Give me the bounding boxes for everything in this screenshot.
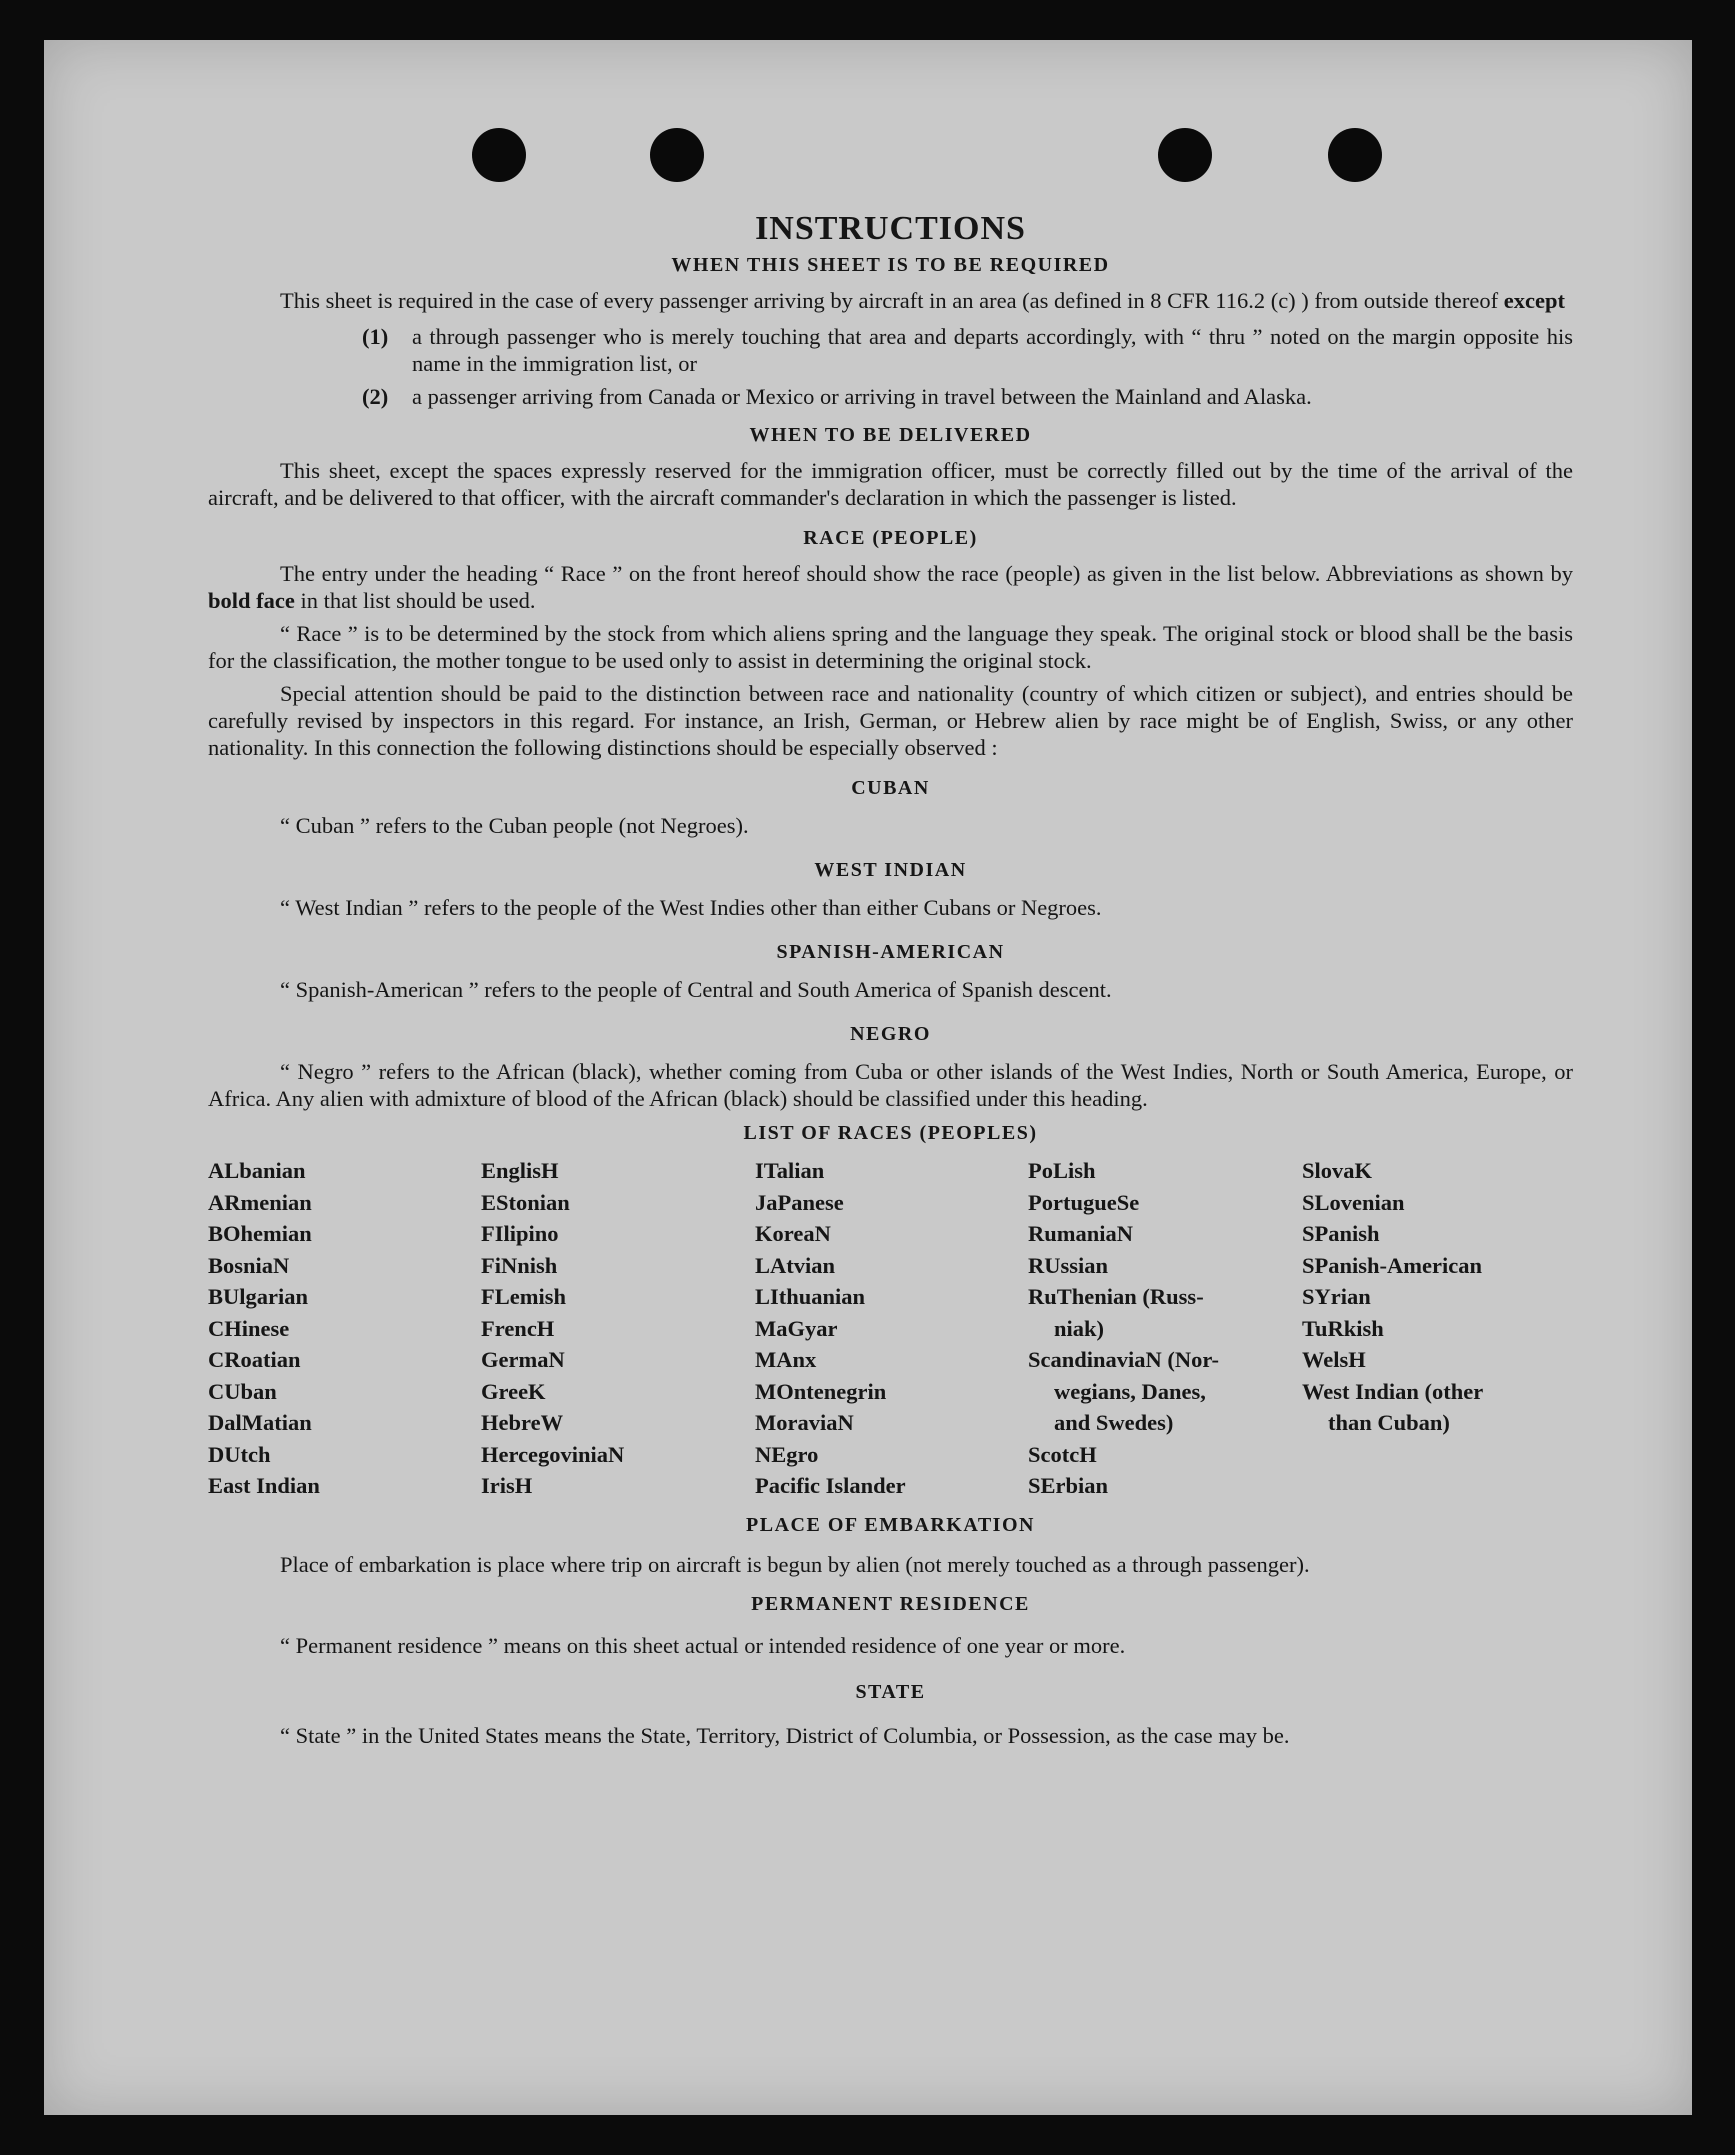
race-entry: RumaniaN: [1028, 1221, 1134, 1246]
race-entry: DalMatian: [208, 1410, 312, 1435]
race-entry: FLemish: [481, 1284, 567, 1309]
race-entry: ITalian: [755, 1158, 825, 1183]
race-entry: SlovaK: [1302, 1158, 1373, 1183]
race-entry: wegians, Danes,: [1054, 1378, 1206, 1404]
race-entry: PoLish: [1028, 1158, 1096, 1183]
races-column: [1302, 1155, 1573, 1502]
race-entry: FiNnish: [481, 1252, 558, 1278]
punch-hole: [650, 128, 704, 182]
race-entry: ARmenian: [208, 1189, 312, 1215]
race-entry: East Indian: [208, 1473, 320, 1498]
section-heading-when-required: WHEN THIS SHEET IS TO BE REQUIRED: [671, 254, 1110, 276]
race-entry: CUban: [208, 1378, 277, 1404]
section-heading-state: STATE: [855, 1680, 926, 1703]
race-entry: LAtvian: [755, 1252, 836, 1278]
race-entry: GreeK: [481, 1378, 546, 1404]
race-entry: MaGyar: [755, 1315, 838, 1341]
section-heading-permanent-residence: PERMANENT RESIDENCE: [751, 1592, 1030, 1615]
race-paragraph-3: Special attention should be paid to the distinction between race and nationality (country of which citizen or subject), and entries should be carefully revised by inspectors in this regard. For instance, an Irish, German, or Hebrew alien by race might be of English, Swiss, or any other nationality. In this connection the following distinctions should be especially observed :: [208, 681, 1573, 760]
race-entry: CHinese: [208, 1315, 290, 1341]
race-entry: SPanish: [1302, 1221, 1380, 1246]
residence-text: “ Permanent residence ” means on this sheet actual or intended residence of one year or more.: [280, 1632, 1126, 1658]
race-entry: FIlipino: [481, 1221, 559, 1246]
exception-clause: (2) a passenger arriving from Canada or Mexico or arriving in travel between the Mainland and Alaska.: [362, 384, 1312, 409]
section-heading-embarkation: PLACE OF EMBARKATION: [746, 1513, 1035, 1536]
race-entry: ScotcH: [1028, 1441, 1097, 1467]
when-required-intro: This sheet is required in the case of every passenger arriving by aircraft in an area (as defined in 8 CFR 116.2 (c) ) from outside thereof except: [280, 288, 1565, 313]
race-entry: FrencH: [481, 1315, 555, 1341]
race-entry: BUlgarian: [208, 1284, 309, 1309]
race-entry: HebreW: [481, 1410, 564, 1435]
race-paragraph-2: “ Race ” is to be determined by the stock from which aliens spring and the language they speak. The original stock or blood shall be the basis for the classification, the mother tongue to be used only to assist in determining the original stock.: [208, 621, 1573, 673]
race-entry: SErbian: [1028, 1473, 1109, 1498]
section-heading-negro: NEGRO: [850, 1023, 931, 1045]
section-heading-cuban: CUBAN: [851, 777, 930, 799]
race-entry: SLovenian: [1302, 1189, 1405, 1215]
race-entry: and Swedes): [1054, 1410, 1174, 1435]
race-entry: ScandinaviaN (Nor-: [1028, 1347, 1220, 1372]
race-entry: MAnx: [755, 1347, 817, 1372]
section-heading-race: RACE (PEOPLE): [803, 527, 978, 549]
race-entry: PortugueSe: [1028, 1189, 1140, 1215]
race-entry: niak): [1054, 1315, 1105, 1341]
punch-hole: [1328, 128, 1382, 182]
race-entry: West Indian (other: [1302, 1378, 1484, 1404]
spanish-american-text: “ Spanish-American ” refers to the people of Central and South America of Spanish descent.: [280, 977, 1112, 1002]
race-entry: ALbanian: [208, 1158, 306, 1183]
race-paragraph-1: The entry under the heading “ Race ” on the front hereof should show the race (people) as given in the list below. Abbreviations as shown by bold face in that list should be used.: [208, 561, 1573, 613]
race-entry: LIthuanian: [755, 1284, 866, 1309]
state-text: “ State ” in the United States means the State, Territory, District of Columbia, or Possession, as the case may be.: [280, 1722, 1290, 1748]
race-entry: MOntenegrin: [755, 1378, 887, 1404]
exception-clause: (1) a through passenger who is merely touching that area and departs accordingly, with “ thru ” noted on the margin opposite his name in the immigration list, or: [362, 324, 1573, 376]
race-entry: MoraviaN: [755, 1410, 854, 1435]
race-entry: IrisH: [481, 1473, 533, 1498]
race-entry: CRoatian: [208, 1347, 301, 1372]
section-heading-when-delivered: WHEN TO BE DELIVERED: [749, 424, 1032, 446]
race-entry: EnglisH: [481, 1158, 559, 1183]
race-entry: BOhemian: [208, 1221, 312, 1246]
race-entry: JaPanese: [755, 1189, 844, 1215]
when-delivered-text: This sheet, except the spaces expressly reserved for the immigration officer, must be correctly filled out by the time of the arrival of the aircraft, and be delivered to that officer, with the aircraft commander's declaration in which the passenger is listed.: [208, 458, 1573, 510]
instructions-content: [208, 210, 1573, 1752]
race-entry: TuRkish: [1302, 1315, 1384, 1341]
document-sheet: [44, 40, 1692, 2115]
west-indian-text: “ West Indian ” refers to the people of the West Indies other than either Cubans or Negroes.: [280, 895, 1102, 920]
punch-hole: [1158, 128, 1212, 182]
race-entry: RUssian: [1028, 1252, 1109, 1278]
races-list: [208, 1155, 1573, 1502]
page-title: INSTRUCTIONS: [755, 210, 1026, 247]
section-heading-spanish-american: SPANISH-AMERICAN: [776, 941, 1005, 963]
race-entry: EStonian: [481, 1189, 570, 1215]
races-column: [208, 1155, 481, 1502]
negro-text: “ Negro ” refers to the African (black), whether coming from Cuba or other islands of the West Indies, North or South America, Europe, or Africa. Any alien with admixture of blood of the African (black) should be classified under this heading.: [208, 1059, 1573, 1111]
race-entry: than Cuban): [1328, 1410, 1450, 1435]
race-entry: KoreaN: [755, 1221, 831, 1246]
races-column: [755, 1155, 1028, 1502]
race-entry: SPanish-American: [1302, 1252, 1482, 1278]
section-heading-list-of-races: LIST OF RACES (PEOPLES): [743, 1122, 1038, 1144]
cuban-text: “ Cuban ” refers to the Cuban people (not Negroes).: [280, 813, 749, 838]
race-entry: BosniaN: [208, 1252, 290, 1278]
races-column: [481, 1155, 755, 1502]
race-entry: RuThenian (Russ-: [1028, 1284, 1204, 1309]
race-entry: Pacific Islander: [755, 1473, 906, 1498]
race-entry: DUtch: [208, 1441, 271, 1467]
embarkation-text: Place of embarkation is place where trip on aircraft is begun by alien (not merely touched as a through passenger).: [280, 1551, 1310, 1577]
race-entry: HercegoviniaN: [481, 1441, 625, 1467]
race-entry: NEgro: [755, 1441, 819, 1467]
race-entry: GermaN: [481, 1347, 565, 1372]
section-heading-west-indian: WEST INDIAN: [814, 859, 967, 881]
race-entry: SYrian: [1302, 1284, 1371, 1309]
punch-hole: [472, 128, 526, 182]
race-entry: WelsH: [1302, 1347, 1366, 1372]
races-column: [1028, 1155, 1302, 1502]
